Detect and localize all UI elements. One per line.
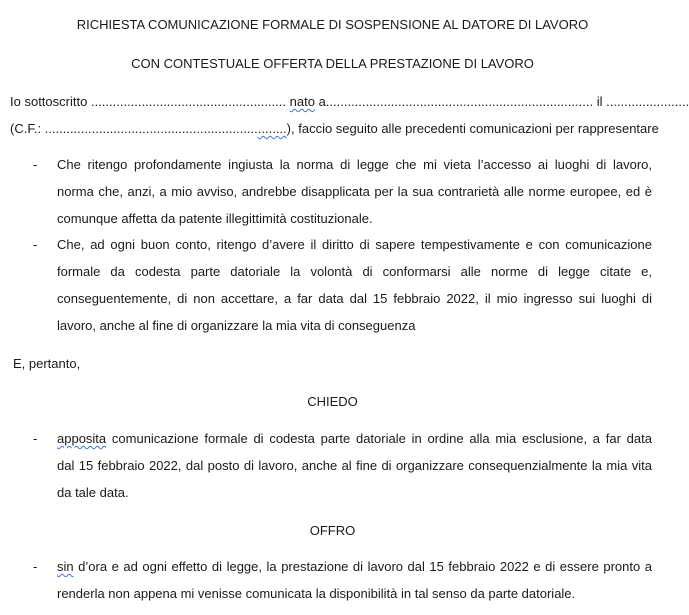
intro-nato: nato [289, 94, 315, 109]
premessa-2-line-1: Che, ad ogni buon conto, ritengo d’avere il diritto di sapere tempestivamente e con comunicazione [57, 237, 652, 252]
chiedo-line-2: dal 15 febbraio 2022, dal posto di lavoro, anche al fine di organizzare consequenzialmente la mia vita [57, 458, 652, 473]
intro-cf: (C.F.: ........................................................... [10, 121, 258, 136]
chiedo-line-3: da tale data. [57, 485, 129, 500]
bullet-marker: - [33, 237, 38, 252]
premessa-1-line-1: Che ritengo profondamente ingiusta la norma di legge che mi vieta l’accesso ai luoghi di lavoro, [57, 157, 652, 172]
intro-cf-rest: ), faccio seguito alle precedenti comunicazioni per rappresentare [286, 121, 659, 136]
intro-io: Io [10, 94, 21, 109]
intro-line-2 [10, 120, 659, 138]
document-title-line-1: RICHIESTA COMUNICAZIONE FORMALE DI SOSPENSIONE AL DATORE DI LAVORO [76, 17, 589, 32]
premessa-2-line-4: lavoro, anche al fine di organizzare la mia vita di conseguenza [57, 318, 416, 333]
intro-date-dots: ....................... [606, 94, 689, 109]
bullet-marker: - [33, 431, 38, 446]
pertanto-text: E, pertanto, [13, 356, 81, 371]
offro-first-word: sin [57, 559, 74, 574]
premessa-1-line-3: comunque affetta da patente illegittimità costituzionale. [57, 211, 373, 226]
chiedo-first-word: apposita [57, 431, 107, 446]
premessa-1-line-2: norma che, anzi, a mio avviso, andrebbe disapplicata per la sua contrarietà alle norme europee, ed è [57, 184, 652, 199]
intro-il: il [596, 94, 603, 109]
document-title-line-2: CON CONTESTUALE OFFERTA DELLA PRESTAZIONE DI LAVORO [131, 56, 534, 71]
offro-line-1-rest: d’ora e ad ogni effetto di legge, la prestazione di lavoro dal 15 febbraio 2022 e di essere pronto a [73, 559, 652, 574]
intro-sottoscritto: sottoscritto [24, 94, 88, 109]
intro-name-dots: ...................................................... [90, 94, 286, 109]
bullet-marker: - [33, 157, 38, 172]
intro-line-1 [10, 93, 689, 111]
offro-heading: OFFRO [309, 523, 356, 538]
chiedo-line-1 [57, 430, 652, 448]
premessa-2-line-2: formale da codesta parte datoriale la volontà di conformarsi alle norme di legge citate e, [57, 264, 652, 279]
intro-cf-dots: ........ [257, 121, 287, 136]
intro-birthplace-dots: a.......................................................................... [318, 94, 594, 109]
chiedo-heading: CHIEDO [307, 394, 358, 409]
bullet-marker: - [33, 559, 38, 574]
offro-line-2: renderla non appena mi venisse comunicata la disponibilità in tal senso da parte datoriale. [57, 586, 576, 601]
chiedo-line-1-rest: comunicazione formale di codesta parte datoriale in ordine alla mia esclusione, a far data [106, 431, 652, 446]
offro-line-1 [57, 558, 652, 576]
premessa-2-line-3: conseguentemente, di non accettare, a far data dal 15 febbraio 2022, il mio ingresso sui luoghi di [57, 291, 652, 306]
